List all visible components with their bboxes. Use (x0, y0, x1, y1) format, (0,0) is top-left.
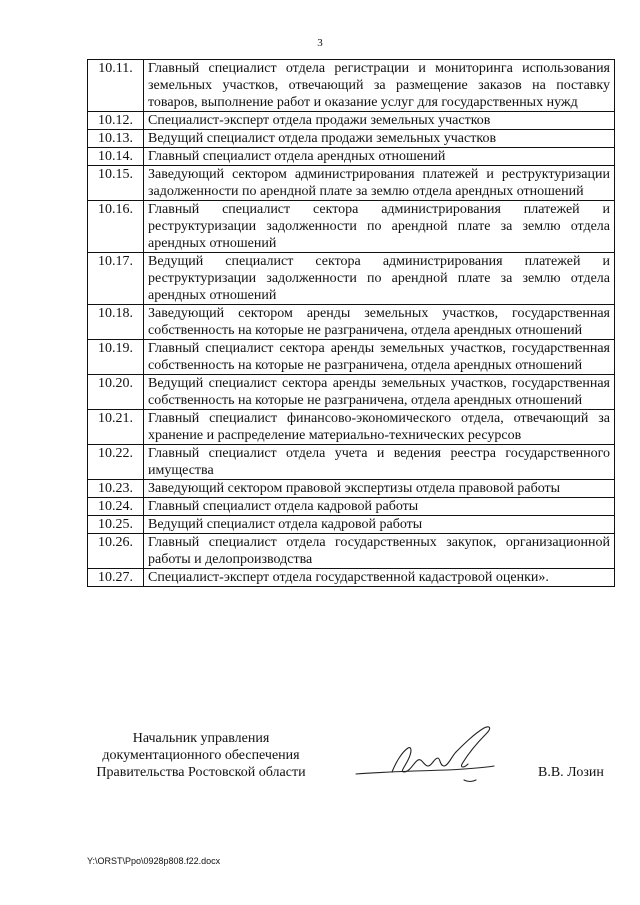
page-number: 3 (317, 37, 323, 49)
table-row (88, 60, 615, 112)
table-row (88, 375, 615, 410)
position-title: Главный специалист отдела регистрации и мониторинга использования земельных участков, отвечающий за размещение заказов на поставку товаров, выполнение работ и оказание услуг для государственных нужд (144, 60, 615, 112)
position-title: Главный специалист отдела учета и ведения реестра государственного имущества (144, 445, 615, 480)
row-number: 10.19. (88, 340, 144, 375)
position-title: Главный специалист финансово-экономического отдела, отвечающий за хранение и распределение материально-технических ресурсов (144, 410, 615, 445)
row-number: 10.18. (88, 305, 144, 340)
table-row (88, 445, 615, 480)
signatory-position-line: Правительства Ростовской области (96, 765, 306, 780)
signatory-position-line: Начальник управления (132, 731, 270, 746)
signatory-name: В.В. Лозин (538, 765, 604, 780)
table-row (88, 130, 615, 148)
table-row (88, 201, 615, 253)
position-title: Специалист-эксперт отдела продажи земельных участков (144, 112, 615, 130)
position-title: Главный специалист отдела государственных закупок, организационной работы и делопроизводства (144, 534, 615, 569)
table-row (88, 498, 615, 516)
table-row (88, 534, 615, 569)
row-number: 10.11. (88, 60, 144, 112)
row-number: 10.16. (88, 201, 144, 253)
row-number: 10.27. (88, 569, 144, 587)
position-title: Ведущий специалист сектора администрирования платежей и реструктуризации задолженности по арендной плате за землю отдела арендных отношений (144, 253, 615, 305)
row-number: 10.23. (88, 480, 144, 498)
table-row (88, 112, 615, 130)
row-number: 10.22. (88, 445, 144, 480)
position-title: Ведущий специалист отдела кадровой работы (144, 516, 615, 534)
positions-table (87, 59, 615, 587)
table-row (88, 410, 615, 445)
table-row (88, 148, 615, 166)
table-row (88, 340, 615, 375)
position-title: Главный специалист сектора администрирования платежей и реструктуризации задолженности по арендной плате за землю отдела арендных отношений (144, 201, 615, 253)
table-row (88, 569, 615, 587)
position-title: Заведующий сектором аренды земельных участков, государственная собственность на которые не разграничена, отдела арендных отношений (144, 305, 615, 340)
table-row (88, 253, 615, 305)
position-title: Заведующий сектором администрирования платежей и реструктуризации задолженности по арендной плате за землю отдела арендных отношений (144, 166, 615, 201)
row-number: 10.20. (88, 375, 144, 410)
row-number: 10.14. (88, 148, 144, 166)
row-number: 10.26. (88, 534, 144, 569)
row-number: 10.25. (88, 516, 144, 534)
file-path: Y:\ORST\Ppo\0928p808.f22.docx (87, 856, 221, 866)
row-number: 10.17. (88, 253, 144, 305)
row-number: 10.15. (88, 166, 144, 201)
row-number: 10.13. (88, 130, 144, 148)
table-row (88, 305, 615, 340)
positions-table-body (88, 60, 615, 587)
position-title: Ведущий специалист сектора аренды земельных участков, государственная собственность на которые не разграничена, отдела арендных отношений (144, 375, 615, 410)
row-number: 10.21. (88, 410, 144, 445)
table-row (88, 166, 615, 201)
table-row (88, 480, 615, 498)
position-title: Специалист-эксперт отдела государственной кадастровой оценки». (144, 569, 615, 587)
position-title: Главный специалист отдела арендных отношений (144, 148, 615, 166)
row-number: 10.24. (88, 498, 144, 516)
position-title: Главный специалист сектора аренды земельных участков, государственная собственность на которые не разграничена, отдела арендных отношений (144, 340, 615, 375)
signatory-position-line: документационного обеспечения (102, 748, 300, 763)
handwritten-signature (352, 722, 522, 792)
row-number: 10.12. (88, 112, 144, 130)
position-title: Ведущий специалист отдела продажи земельных участков (144, 130, 615, 148)
position-title: Главный специалист отдела кадровой работы (144, 498, 615, 516)
table-row (88, 516, 615, 534)
signatory-position (86, 730, 316, 781)
position-title: Заведующий сектором правовой экспертизы отдела правовой работы (144, 480, 615, 498)
